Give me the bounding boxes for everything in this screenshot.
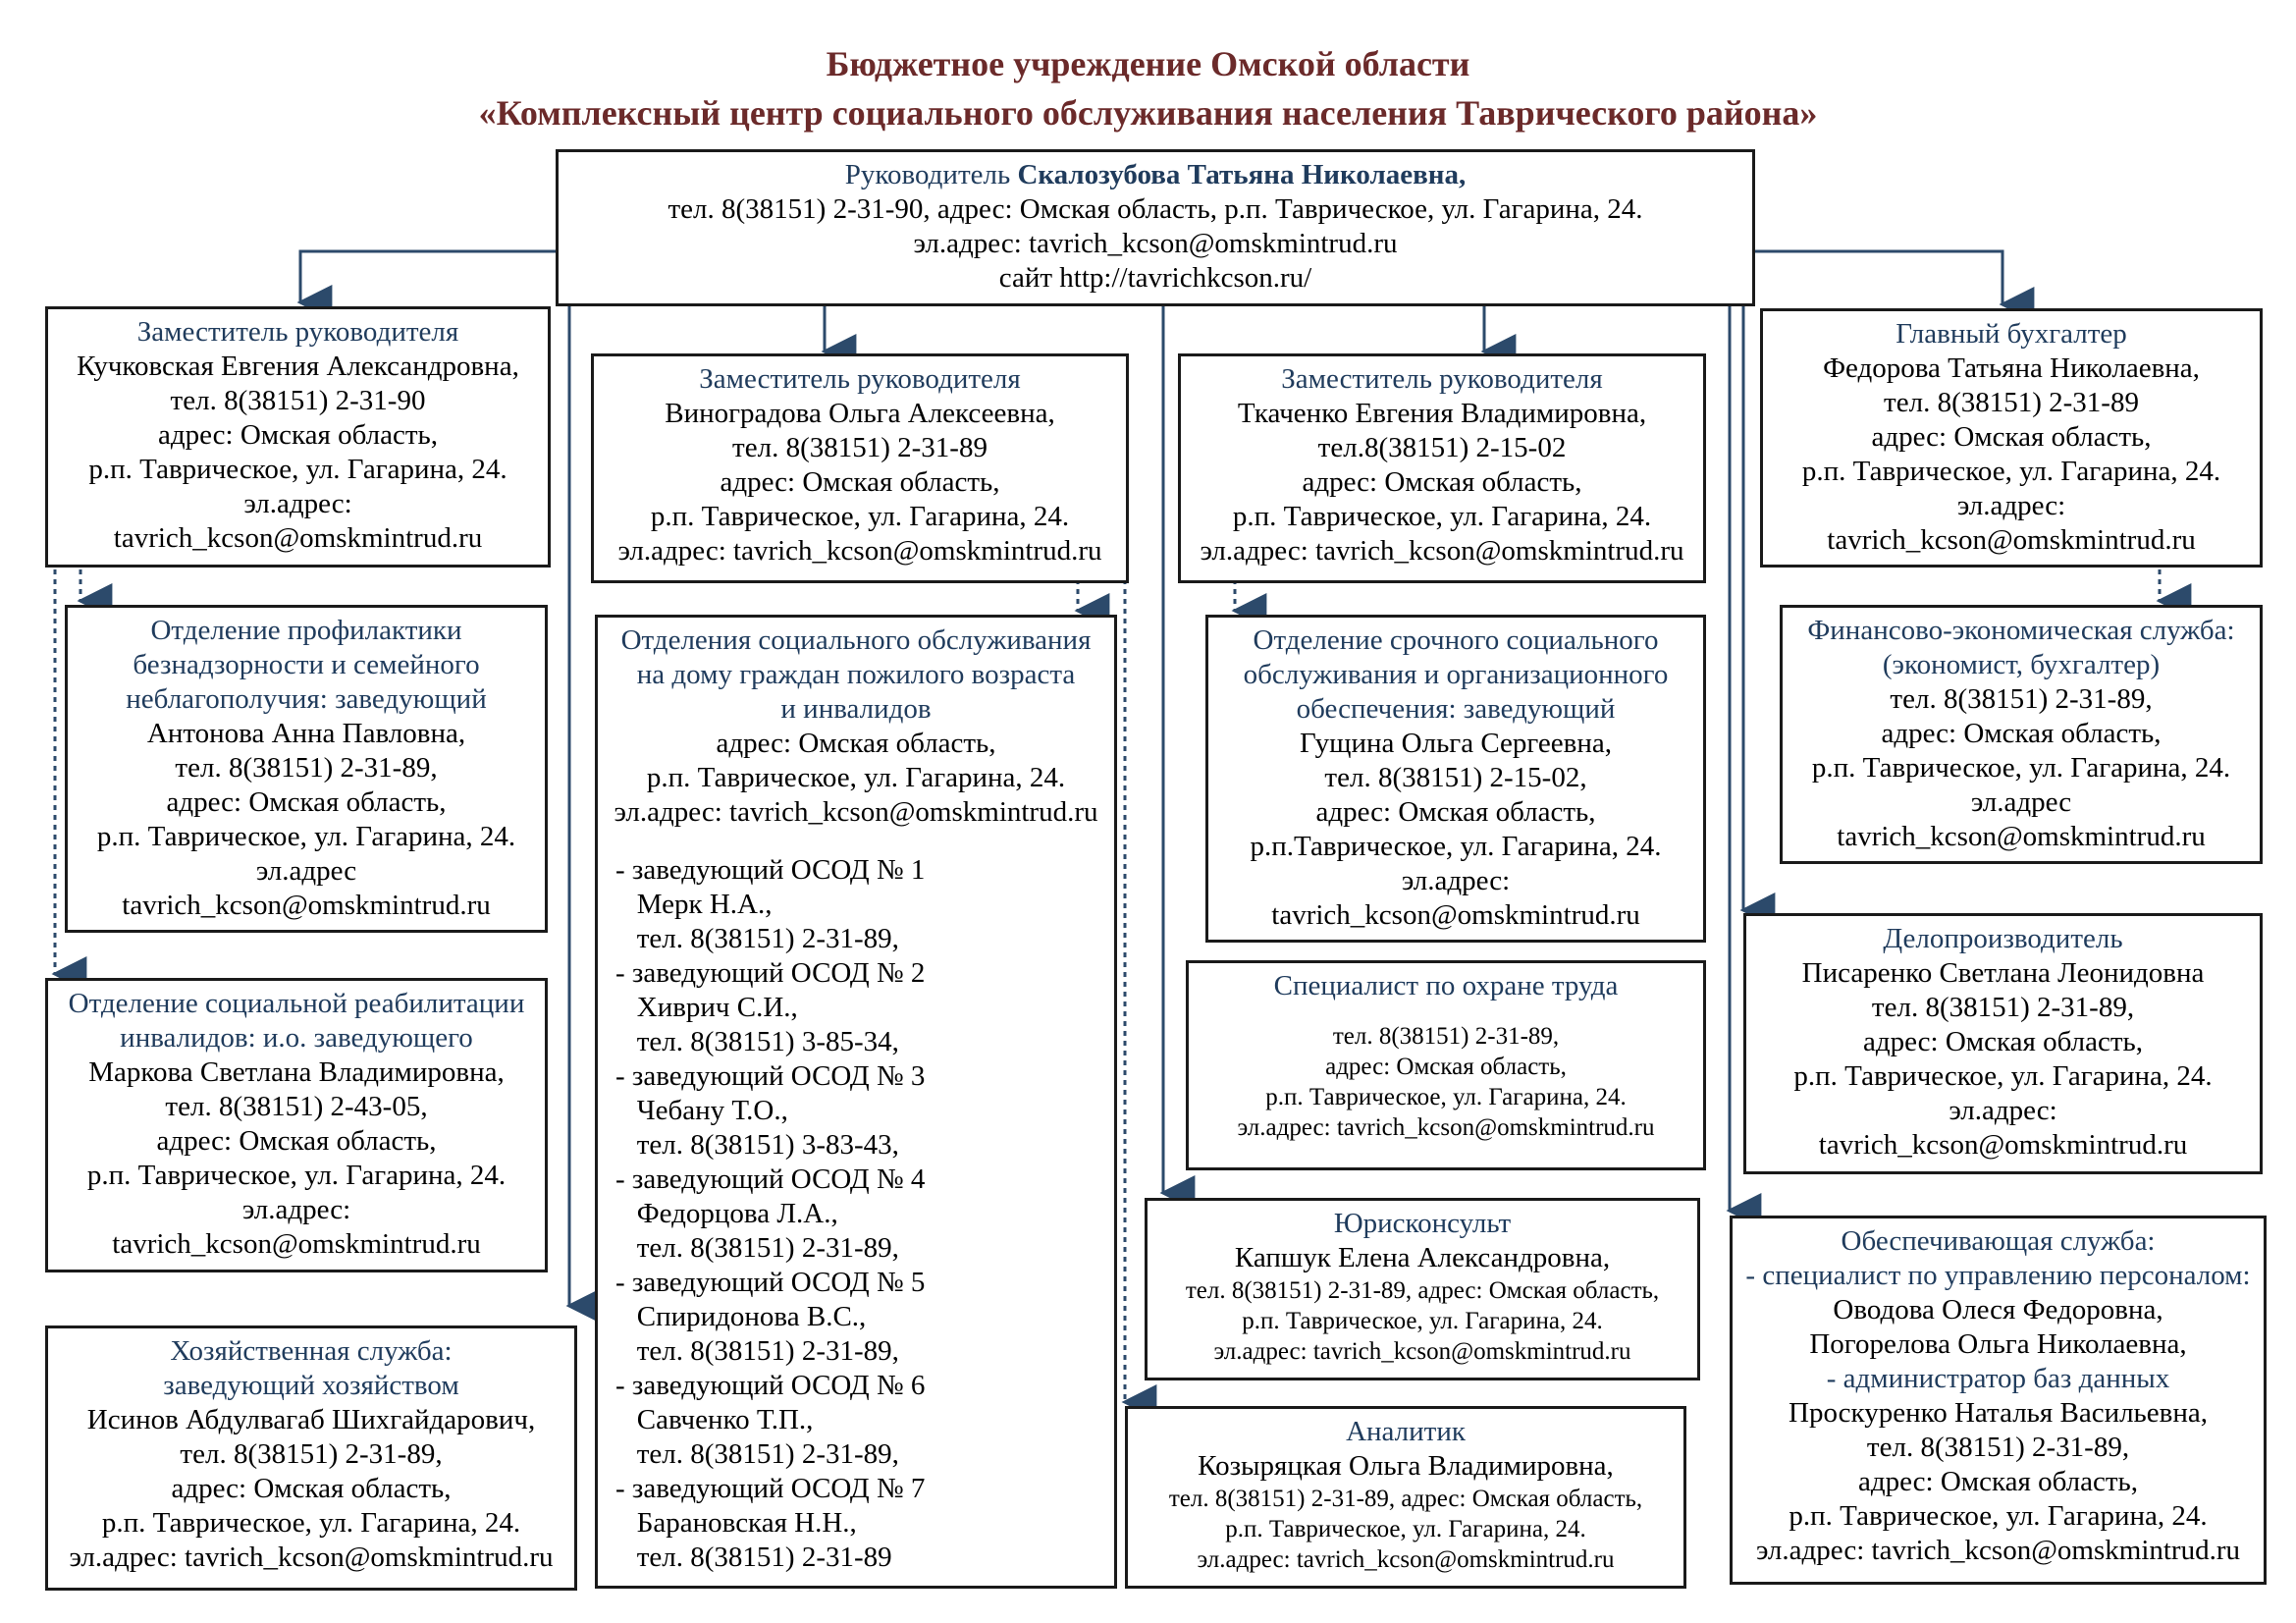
box-line: р.п. Таврическое, ул. Гагарина, 24. xyxy=(86,1160,507,1191)
chief-accountant-box xyxy=(1760,308,2263,568)
list-item: Чебану Т.О., xyxy=(615,1095,788,1126)
list-item: - заведующий ОСОД № 7 xyxy=(615,1473,926,1504)
list-item: тел. 8(38151) 2-31-89, xyxy=(615,923,899,954)
box-line: эл.адрес xyxy=(255,855,357,887)
box-line: р.п. Таврическое, ул. Гагарина, 24. xyxy=(1793,1060,2213,1092)
box-heading: безнадзорности и семейного xyxy=(133,649,480,680)
list-item: - заведующий ОСОД № 1 xyxy=(615,854,926,886)
list-item: - заведующий ОСОД № 6 xyxy=(615,1370,926,1401)
list-item: тел. 8(38151) 2-31-89 xyxy=(615,1542,892,1573)
box-heading: инвалидов: и.о. заведующего xyxy=(120,1022,473,1054)
box-line: Писаренко Светлана Леонидовна xyxy=(1801,957,2205,989)
list-item: тел. 8(38151) 2-31-89, xyxy=(615,1232,899,1264)
list-item: - заведующий ОСОД № 5 xyxy=(615,1267,926,1298)
box-heading: на дому граждан пожилого возраста xyxy=(636,659,1076,690)
box-line: р.п. Таврическое, ул. Гагарина, 24. xyxy=(1801,456,2221,487)
box-line: тел. 8(38151) 2-43-05, xyxy=(165,1091,428,1122)
deputy-kuchkovskaya-box xyxy=(45,306,551,568)
box-line: эл.адрес: tavrich_kcson@omskmintrud.ru xyxy=(1237,1114,1655,1141)
box-line: р.п.Таврическое, ул. Гагарина, 24. xyxy=(1250,831,1662,862)
box-line: Козыряцкая Ольга Владимировна, xyxy=(1198,1450,1614,1482)
box-heading: Делопроизводитель xyxy=(1883,923,2123,954)
box-heading: Главный бухгалтер xyxy=(1896,318,2127,350)
list-item: тел. 8(38151) 2-31-89, xyxy=(615,1335,899,1367)
home-service-dept-box xyxy=(595,615,1117,1589)
box-line: tavrich_kcson@omskmintrud.ru xyxy=(122,890,491,921)
director-email: эл.адрес: tavrich_kcson@omskmintrud.ru xyxy=(913,228,1398,259)
list-item: Мерк Н.А., xyxy=(615,889,773,920)
box-line: эл.адрес: tavrich_kcson@omskmintrud.ru xyxy=(614,796,1098,828)
box-line: эл.адрес: xyxy=(1949,1095,2057,1126)
box-line: р.п. Таврическое, ул. Гагарина, 24. xyxy=(650,501,1070,532)
box-heading: Юрисконсульт xyxy=(1333,1208,1512,1239)
box-heading: Отделение профилактики xyxy=(150,615,462,646)
box-heading: Заместитель руководителя xyxy=(136,316,459,348)
box-line: тел.8(38151) 2-15-02 xyxy=(1317,432,1567,463)
osod-heads-list xyxy=(598,853,1114,1575)
director-name: Скалозубова Татьяна Николаевна, xyxy=(1017,159,1467,190)
box-heading: Отделения социального обслуживания xyxy=(620,624,1092,656)
box-heading: Обеспечивающая служба: xyxy=(1841,1225,2156,1257)
box-line: эл.адрес: xyxy=(1956,490,2066,521)
box-line: р.п. Таврическое, ул. Гагарина, 24. xyxy=(1789,1500,2208,1532)
box-line: эл.адрес: tavrich_kcson@omskmintrud.ru xyxy=(1200,535,1684,567)
box-line: Кучковская Евгения Александровна, xyxy=(77,351,519,382)
box-line: адрес: Омская область, xyxy=(1862,1026,2144,1057)
box-heading: Специалист по охране труда xyxy=(1273,970,1619,1001)
box-line: tavrich_kcson@omskmintrud.ru xyxy=(112,1228,481,1260)
box-line: Исинов Абдулвагаб Шихгайдарович, xyxy=(86,1404,536,1435)
list-item: тел. 8(38151) 2-31-89, xyxy=(615,1438,899,1470)
box-line: адрес: Омская область, xyxy=(1302,466,1582,498)
box-line: адрес: Омская область, xyxy=(166,786,447,818)
box-line: адрес: Омская область, xyxy=(157,419,439,451)
box-heading: Отделение социальной реабилитации xyxy=(68,988,525,1019)
box-line: р.п. Таврическое, ул. Гагарина, 24. xyxy=(101,1507,521,1539)
box-line: р.п. Таврическое, ул. Гагарина, 24. xyxy=(88,454,507,485)
box-line: р.п. Таврическое, ул. Гагарина, 24. xyxy=(1242,1308,1603,1334)
box-line: эл.адрес xyxy=(1970,786,2072,818)
box-line: адрес: Омская область, xyxy=(720,466,1000,498)
box-line: Федорова Татьяна Николаевна, xyxy=(1823,352,2200,384)
box-heading: неблагополучия: заведующий xyxy=(126,683,487,715)
box-line: Капшук Елена Александровна, xyxy=(1234,1242,1611,1273)
box-line: тел. 8(38151) 2-15-02, xyxy=(1324,762,1587,793)
box-line: адрес: Омская область, xyxy=(156,1125,437,1157)
box-heading: Хозяйственная служба: xyxy=(170,1335,453,1367)
box-heading: Аналитик xyxy=(1346,1416,1466,1447)
box-line: адрес: Омская область, xyxy=(716,728,996,759)
box-line: тел. 8(38151) 2-31-89, xyxy=(175,752,438,784)
list-item: - заведующий ОСОД № 3 xyxy=(615,1060,926,1092)
box-line: tavrich_kcson@omskmintrud.ru xyxy=(113,522,483,554)
deputy-tkachenko-box xyxy=(1178,353,1706,583)
box-line: р.п. Таврическое, ул. Гагарина, 24. xyxy=(1265,1084,1627,1110)
box-line: Оводова Олеся Федоровна, xyxy=(1833,1294,2163,1325)
box-line: тел. 8(38151) 2-31-89 xyxy=(732,432,988,463)
box-line: tavrich_kcson@omskmintrud.ru xyxy=(1827,524,2196,556)
clerk-box xyxy=(1743,913,2263,1174)
box-heading: заведующий хозяйством xyxy=(163,1370,459,1401)
box-heading: обслуживания и организационного xyxy=(1243,659,1669,690)
prevention-dept-box xyxy=(65,605,548,933)
box-line: тел. 8(38151) 2-31-89, xyxy=(1871,992,2135,1023)
box-line: Гущина Ольга Сергеевна, xyxy=(1300,728,1612,759)
list-item: Барановская Н.Н., xyxy=(615,1507,857,1539)
analyst-box xyxy=(1125,1406,1686,1589)
box-heading: Заместитель руководителя xyxy=(1281,363,1603,395)
box-line: Погорелова Ольга Николаевна, xyxy=(1809,1328,2187,1360)
box-line: тел. 8(38151) 2-31-89, xyxy=(180,1438,443,1470)
org-title-line2: «Комплексный центр социального обслуживания населения Таврического района» xyxy=(478,93,1818,133)
box-line: адрес: Омская область, xyxy=(1315,796,1596,828)
box-line: Антонова Анна Павловна, xyxy=(146,718,466,749)
list-item: Савченко Т.П., xyxy=(615,1404,814,1435)
box-line: эл.адрес: xyxy=(1401,865,1511,896)
box-line: адрес: Омская область, xyxy=(171,1473,452,1504)
box-heading: - специалист по управлению персоналом: xyxy=(1745,1260,2251,1291)
deputy-vinogradova-box xyxy=(591,353,1129,583)
box-line: эл.адрес: tavrich_kcson@omskmintrud.ru xyxy=(1213,1338,1631,1365)
box-line: адрес: Омская область, xyxy=(1857,1466,2139,1497)
urgent-service-dept-box xyxy=(1205,615,1706,943)
rehabilitation-dept-box xyxy=(45,978,548,1272)
box-line: адрес: Омская область, xyxy=(1325,1054,1567,1080)
box-line: Виноградова Ольга Алексеевна, xyxy=(665,398,1055,429)
director-contacts: тел. 8(38151) 2-31-90, адрес: Омская область, р.п. Таврическое, ул. Гагарина, 24. xyxy=(667,193,1643,225)
box-heading: Заместитель руководителя xyxy=(699,363,1021,395)
list-item: тел. 8(38151) 3-83-43, xyxy=(615,1129,899,1161)
box-line: р.п. Таврическое, ул. Гагарина, 24. xyxy=(1232,501,1652,532)
box-heading: обеспечения: заведующий xyxy=(1296,693,1616,725)
box-line: тел. 8(38151) 2-31-89, адрес: Омская область, xyxy=(1185,1277,1660,1304)
box-line: тел. 8(38151) 2-31-89, xyxy=(1866,1432,2130,1463)
list-item: - заведующий ОСОД № 2 xyxy=(615,957,926,989)
box-heading: и инвалидов xyxy=(780,693,932,725)
box-line: р.п. Таврическое, ул. Гагарина, 24. xyxy=(96,821,516,852)
box-line: tavrich_kcson@omskmintrud.ru xyxy=(1271,899,1640,931)
finance-service-box xyxy=(1780,605,2263,864)
director-name-line xyxy=(559,158,1752,192)
box-line: Ткаченко Евгения Владимировна, xyxy=(1237,398,1647,429)
box-heading: (экономист, бухгалтер) xyxy=(1882,649,2161,680)
box-line: тел. 8(38151) 2-31-90 xyxy=(170,385,426,416)
box-line: эл.адрес: tavrich_kcson@omskmintrud.ru xyxy=(1197,1546,1615,1573)
box-line: тел. 8(38151) 2-31-89, xyxy=(1332,1023,1560,1050)
box-line: Маркова Светлана Владимировна, xyxy=(88,1056,505,1088)
household-service-box xyxy=(45,1325,577,1591)
box-line: адрес: Омская область, xyxy=(1871,421,2152,453)
box-line: р.п. Таврическое, ул. Гагарина, 24. xyxy=(1811,752,2231,784)
box-line: адрес: Омская область, xyxy=(1881,718,2162,749)
box-heading: Отделение срочного социального xyxy=(1253,624,1659,656)
box-line: р.п. Таврическое, ул. Гагарина, 24. xyxy=(1225,1516,1586,1542)
box-heading: Финансово-экономическая служба: xyxy=(1807,615,2235,646)
director-role: Руководитель xyxy=(844,159,1018,190)
list-item: тел. 8(38151) 3-85-34, xyxy=(615,1026,899,1057)
box-line: Проскуренко Наталья Васильевна, xyxy=(1789,1397,2208,1429)
list-item: - заведующий ОСОД № 4 xyxy=(615,1163,926,1195)
box-line: эл.адрес: xyxy=(241,1194,351,1225)
director-site: сайт http://tavrichkcson.ru/ xyxy=(998,262,1312,294)
list-item: Федорцова Л.А., xyxy=(615,1198,838,1229)
list-item: Спиридонова В.С., xyxy=(615,1301,867,1332)
box-line: эл.адрес: xyxy=(243,488,352,519)
box-line: эл.адрес: tavrich_kcson@omskmintrud.ru xyxy=(69,1542,554,1573)
box-line: эл.адрес: tavrich_kcson@omskmintrud.ru xyxy=(1756,1535,2240,1566)
legal-adviser-box xyxy=(1145,1198,1700,1380)
box-line: эл.адрес: tavrich_kcson@omskmintrud.ru xyxy=(617,535,1102,567)
director-box xyxy=(556,149,1755,306)
list-item: Хиврич С.И., xyxy=(615,992,798,1023)
box-line: tavrich_kcson@omskmintrud.ru xyxy=(1837,821,2206,852)
box-line: tavrich_kcson@omskmintrud.ru xyxy=(1818,1129,2188,1161)
box-line: р.п. Таврическое, ул. Гагарина, 24. xyxy=(646,762,1066,793)
box-heading: - администратор баз данных xyxy=(1826,1363,2170,1394)
org-title-line1: Бюджетное учреждение Омской области xyxy=(826,44,1470,83)
box-line: тел. 8(38151) 2-31-89, адрес: Омская область, xyxy=(1168,1486,1643,1512)
box-line: тел. 8(38151) 2-31-89, xyxy=(1890,683,2153,715)
box-line: тел. 8(38151) 2-31-89 xyxy=(1884,387,2139,418)
support-service-box xyxy=(1730,1216,2267,1585)
labor-safety-box xyxy=(1186,960,1706,1170)
